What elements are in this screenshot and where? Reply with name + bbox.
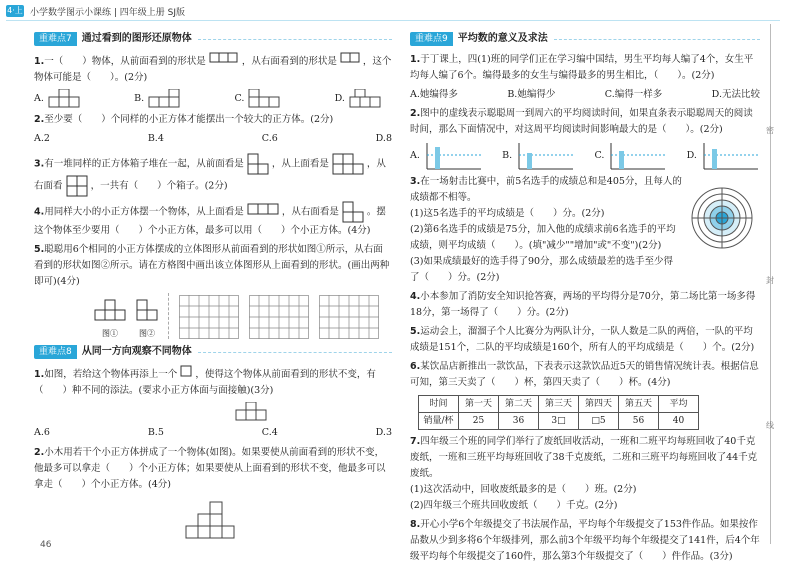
options-l1	[34, 89, 392, 109]
option-c[interactable]: C.编得一样多	[604, 89, 663, 100]
cube-figure-icon	[348, 89, 392, 109]
figure-row-l5	[94, 293, 392, 339]
option-c[interactable]: C.	[234, 89, 291, 109]
stacked-cubes-figure	[184, 496, 248, 540]
front-view-shape	[209, 52, 239, 64]
option-b[interactable]: B.	[134, 89, 191, 109]
target-icon	[690, 186, 754, 250]
section-7-header	[34, 32, 392, 46]
figure-1: 图①	[94, 299, 126, 339]
question-r1: 1.于丁课上，四(1)班的同学们正在学习编中国结，男生平均每人编了4个，女生平均每人编了6个。编得最多的女生与编得最多的男生相比，（ ）。(2分)	[410, 54, 754, 81]
figure-2-shape	[136, 299, 158, 323]
section-title: 平均数的意义及求法	[457, 33, 548, 44]
answer-grid-1[interactable]	[179, 295, 239, 339]
option-d[interactable]: D.8	[375, 133, 392, 144]
sales-table	[418, 395, 699, 430]
question-l3: 3.有一堆同样的正方体箱子堆在一起，从前面看是 ，从上面看是 ，从右面看 ，一共有（ ）个箱子。(2分)	[34, 153, 392, 197]
question-l8-2: 2.小木用若干个小正方体拼成了一个物体(如图)。如果要使从前面看到的形状不变，他最多可以拿走（ ）个小正方体；如果要使从上面看到的形状不变，他最多可以拿走（ ）个小正方体。(4分)	[34, 447, 386, 490]
answer-grid-3[interactable]	[319, 295, 379, 339]
options-r1	[410, 87, 760, 103]
option-a[interactable]: A.	[410, 141, 483, 171]
bar-chart-icon	[607, 141, 667, 171]
question-r6: 6.某饮品店新推出一款饮品，下表表示这款饮品近5天的销售情况统计表。根据信息可知，第三天卖了（ ）杯，第四天卖了（ ）杯。(4分)	[410, 361, 759, 388]
option-a[interactable]: A.2	[34, 133, 50, 144]
question-l1: 1.一（ ）物体，从前面看到的形状是 ，从右面看到的形状是 ，这个物体可能是（ ）。(2分)	[34, 52, 392, 86]
figure-2: 图②	[136, 299, 158, 339]
left-column	[34, 30, 392, 546]
option-c[interactable]: C.6	[261, 133, 278, 144]
answer-grid-2[interactable]	[249, 295, 309, 339]
front-view-grid	[247, 153, 269, 175]
question-r5: 5.运动会上，溜溜子个人比赛分为两队计分，一队人数是二队的两倍，一队的平均成绩是151个，二队的平均成绩是160个，所有人的平均成绩是（ ）个。(2分)	[410, 326, 755, 353]
object-figure	[234, 402, 274, 422]
book-title: 小学数学图示小课练 | 四年级上册 SJ版	[30, 8, 185, 18]
cube-figure-icon	[247, 89, 291, 109]
cube-figure-icon	[47, 89, 91, 109]
option-d[interactable]: D.无法比较	[711, 89, 760, 100]
right-view-shape	[340, 52, 360, 64]
options-l2	[34, 131, 392, 147]
right-column	[410, 30, 760, 568]
option-a[interactable]: A.她编得多	[410, 89, 458, 100]
table-row: 销量/杯 25 36 3□ □5 56 40	[419, 413, 699, 430]
options-r2	[410, 141, 760, 171]
side-label-3: 线	[766, 421, 774, 430]
question-l5: 5.聪聪用6个相同的小正方体摆成的立体图形从前面看到的形状如图①所示，从右面看到的形状如图②所示。请在方格图中画出该立体图形从上面看到的形状。(画出两种即可)(4分)	[34, 244, 390, 287]
right-view-grid	[66, 175, 88, 197]
question-r3: 3.在一场射击比赛中，前5名选手的成绩总和是405分，且每人的成绩都不相等。 (1)这5名选手的平均成绩是（ ）分。(2分) (2)第6名选手的成绩是75分，加入他的成绩求前6名选手的平均成绩，则平均成绩（ ）。(填"减少""增加"或"不变")(2分) (3)如果成绩最好的选手得了90分，那么成绩最差的选手至少得了（ ）分。(2分)	[410, 174, 760, 286]
top-view-grid	[332, 153, 364, 175]
question-l8-1: 1.如图，若给这个物体再添上一个 ，使得这个物体从前面看到的形状不变，有（ ）种不同的添法。(要求小正方体面与面接触)(3分)	[34, 365, 392, 399]
question-l2: 2.至少要（ ）个同样的小正方体才能摆出一个较大的正方体。(2分)	[34, 114, 334, 125]
book-logo: 4·上	[7, 6, 23, 15]
question-r8: 8.开心小学6个年级提交了书法展作品，平均每个年级提交了153件作品。如果按作品数从少到多将6个年级排列，那么前3个年级平均每个年级提交了141件，后4个年级平均每个年级提交了160件，那么第3个年级提交了（ ）件作品。(3分)	[410, 519, 760, 562]
option-d[interactable]: D.3	[375, 427, 392, 438]
right-view-shape	[342, 201, 364, 223]
section-tag: 重难点9	[410, 32, 453, 46]
section-9-header	[410, 32, 760, 46]
option-b[interactable]: B.5	[147, 427, 164, 438]
option-a[interactable]: A.	[34, 89, 91, 109]
side-label-1: 密	[766, 126, 774, 135]
bar-chart-icon	[423, 141, 483, 171]
section-tag: 重难点7	[34, 32, 77, 46]
option-c[interactable]: C.4	[261, 427, 278, 438]
side-label-2: 封	[766, 276, 774, 285]
question-r2: 2.图中的虚线表示聪聪周一到周六的平均阅读时间，如果直条表示聪聪周天的阅读时间，那么下面情况中，对这周平均阅读时间影响最大的是（ ）。(2分)	[410, 108, 753, 135]
option-a[interactable]: A.6	[34, 427, 50, 438]
figure-1-shape	[94, 299, 126, 323]
option-b[interactable]: B.她编得少	[507, 89, 556, 100]
option-b[interactable]: B.	[502, 141, 575, 171]
section-title: 从同一方向观察不同物体	[81, 346, 192, 357]
option-d[interactable]: D.	[335, 89, 392, 109]
bar-chart-icon	[700, 141, 760, 171]
section-8-header	[34, 345, 392, 359]
cube-figure-icon	[147, 89, 191, 109]
options-l8-1	[34, 425, 392, 441]
option-c[interactable]: C.	[594, 141, 667, 171]
bar-chart-icon	[515, 141, 575, 171]
section-tag: 重难点8	[34, 345, 77, 359]
question-r4: 4.小本参加了消防安全知识抢答赛，两场的平均得分是70分，第二场比第一场多得18分，第一场得了（ ）分。(2分)	[410, 291, 756, 318]
single-cube-icon	[180, 365, 192, 377]
question-l4: 4.用同样大小的小正方体摆一个物体，从上面看是 ，从右面看是 。摆这个物体至少要用（ ）个小正方体，最多可以用（ ）个小正方体。(4分)	[34, 201, 392, 239]
section-title: 通过看到的图形还原物体	[81, 33, 192, 44]
header-divider	[6, 20, 780, 21]
table-header-row: 时间 第一天 第二天 第三天 第四天 第五天 平均	[419, 396, 699, 413]
top-view-shape	[247, 203, 279, 215]
question-r7: 7.四年级三个班的同学们举行了废纸回收活动，一班和二班平均每班回收了40千克废纸，一班和三班平均每班回收了38千克废纸，二班和三班平均每班回收了44千克废纸。 (1)这次活动中，回收废纸最多的是（ ）班。(2分) (2)四年级三个班共回收废纸（ ）千克。(2分)	[410, 436, 758, 511]
page-number: 46	[40, 540, 52, 550]
option-d[interactable]: D.	[687, 141, 760, 171]
option-b[interactable]: B.4	[147, 133, 164, 144]
page-header	[0, 0, 800, 22]
